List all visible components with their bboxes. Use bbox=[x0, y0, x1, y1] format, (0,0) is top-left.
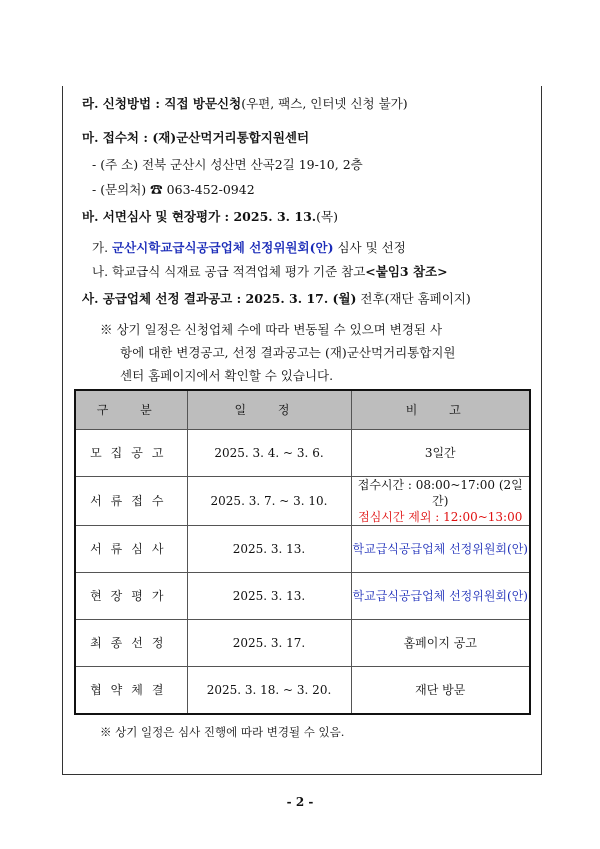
table-row bbox=[75, 620, 530, 667]
cell-date: 2025. 3. 4. ~ 3. 6. bbox=[187, 430, 351, 477]
item-ga: 가. 군산시학교급식공급업체 선정위원회(안) 심사 및 선정 bbox=[92, 240, 406, 255]
cell-note: 학교급식공급업체 선정위원회(안) bbox=[351, 573, 530, 620]
item-na: 나. 학교급식 식재료 공급 적격업체 평가 기준 참고<붙임3 참조> bbox=[92, 264, 448, 279]
cell-note: 재단 방문 bbox=[351, 667, 530, 715]
cell-category: 모집공고 bbox=[75, 430, 187, 477]
cell-note bbox=[351, 477, 530, 526]
cell-note: 홈페이지 공고 bbox=[351, 620, 530, 667]
header-date: 일 정 bbox=[187, 390, 351, 430]
cell-category: 협약체결 bbox=[75, 667, 187, 715]
table-row bbox=[75, 573, 530, 620]
telephone-icon: ☎ bbox=[150, 182, 163, 197]
address-line: - (주 소) 전북 군산시 성산면 산곡2길 19-10, 2층 bbox=[92, 157, 363, 172]
note-line-3: 센터 홈페이지에서 확인할 수 있습니다. bbox=[120, 368, 334, 383]
cell-note: 학교급식공급업체 선정위원회(안) bbox=[351, 526, 530, 573]
cell-date: 2025. 3. 7. ~ 3. 10. bbox=[187, 477, 351, 526]
item-sa: 사. 공급업체 선정 결과공고 : 2025. 3. 17. (월) 전후(재단 홈페이지) bbox=[82, 291, 471, 306]
note-lunch-excluded: 점심시간 제외 : 12:00~13:00 bbox=[358, 510, 523, 524]
header-category: 구 분 bbox=[75, 390, 187, 430]
footnote: ※ 상기 일정은 심사 진행에 따라 변경될 수 있음. bbox=[100, 725, 345, 739]
cell-category: 최종선정 bbox=[75, 620, 187, 667]
schedule-table bbox=[74, 389, 531, 715]
note-line-2: 항에 대한 변경공고, 선정 결과공고는 (재)군산먹거리통합지원 bbox=[120, 345, 456, 360]
page-number: - 2 - bbox=[286, 795, 314, 809]
table-header-row bbox=[75, 390, 530, 430]
item-ma: 마. 접수처 : (재)군산먹거리통합지원센터 bbox=[82, 130, 310, 145]
item-ba: 바. 서면심사 및 현장평가 : 2025. 3. 13.(목) bbox=[82, 209, 338, 224]
item-ra: 라. 신청방법 : 직접 방문신청(우편, 팩스, 인터넷 신청 불가) bbox=[82, 96, 408, 111]
note-reception-hours: 접수시간 : 08:00~17:00 (2일간) bbox=[357, 478, 523, 508]
note-line-1: ※ 상기 일정은 신청업체 수에 따라 변동될 수 있으며 변경된 사 bbox=[100, 322, 443, 337]
cell-category: 서류심사 bbox=[75, 526, 187, 573]
table-row bbox=[75, 667, 530, 715]
cell-category: 서류접수 bbox=[75, 477, 187, 526]
cell-date: 2025. 3. 18. ~ 3. 20. bbox=[187, 667, 351, 715]
header-note: 비 고 bbox=[351, 390, 530, 430]
cell-date: 2025. 3. 13. bbox=[187, 573, 351, 620]
cell-note: 3일간 bbox=[351, 430, 530, 477]
cell-category: 현장평가 bbox=[75, 573, 187, 620]
cell-date: 2025. 3. 13. bbox=[187, 526, 351, 573]
table-row bbox=[75, 526, 530, 573]
table-row bbox=[75, 430, 530, 477]
table-row bbox=[75, 477, 530, 526]
cell-date: 2025. 3. 17. bbox=[187, 620, 351, 667]
contact-line: - (문의처) ☎ 063-452-0942 bbox=[92, 182, 255, 197]
